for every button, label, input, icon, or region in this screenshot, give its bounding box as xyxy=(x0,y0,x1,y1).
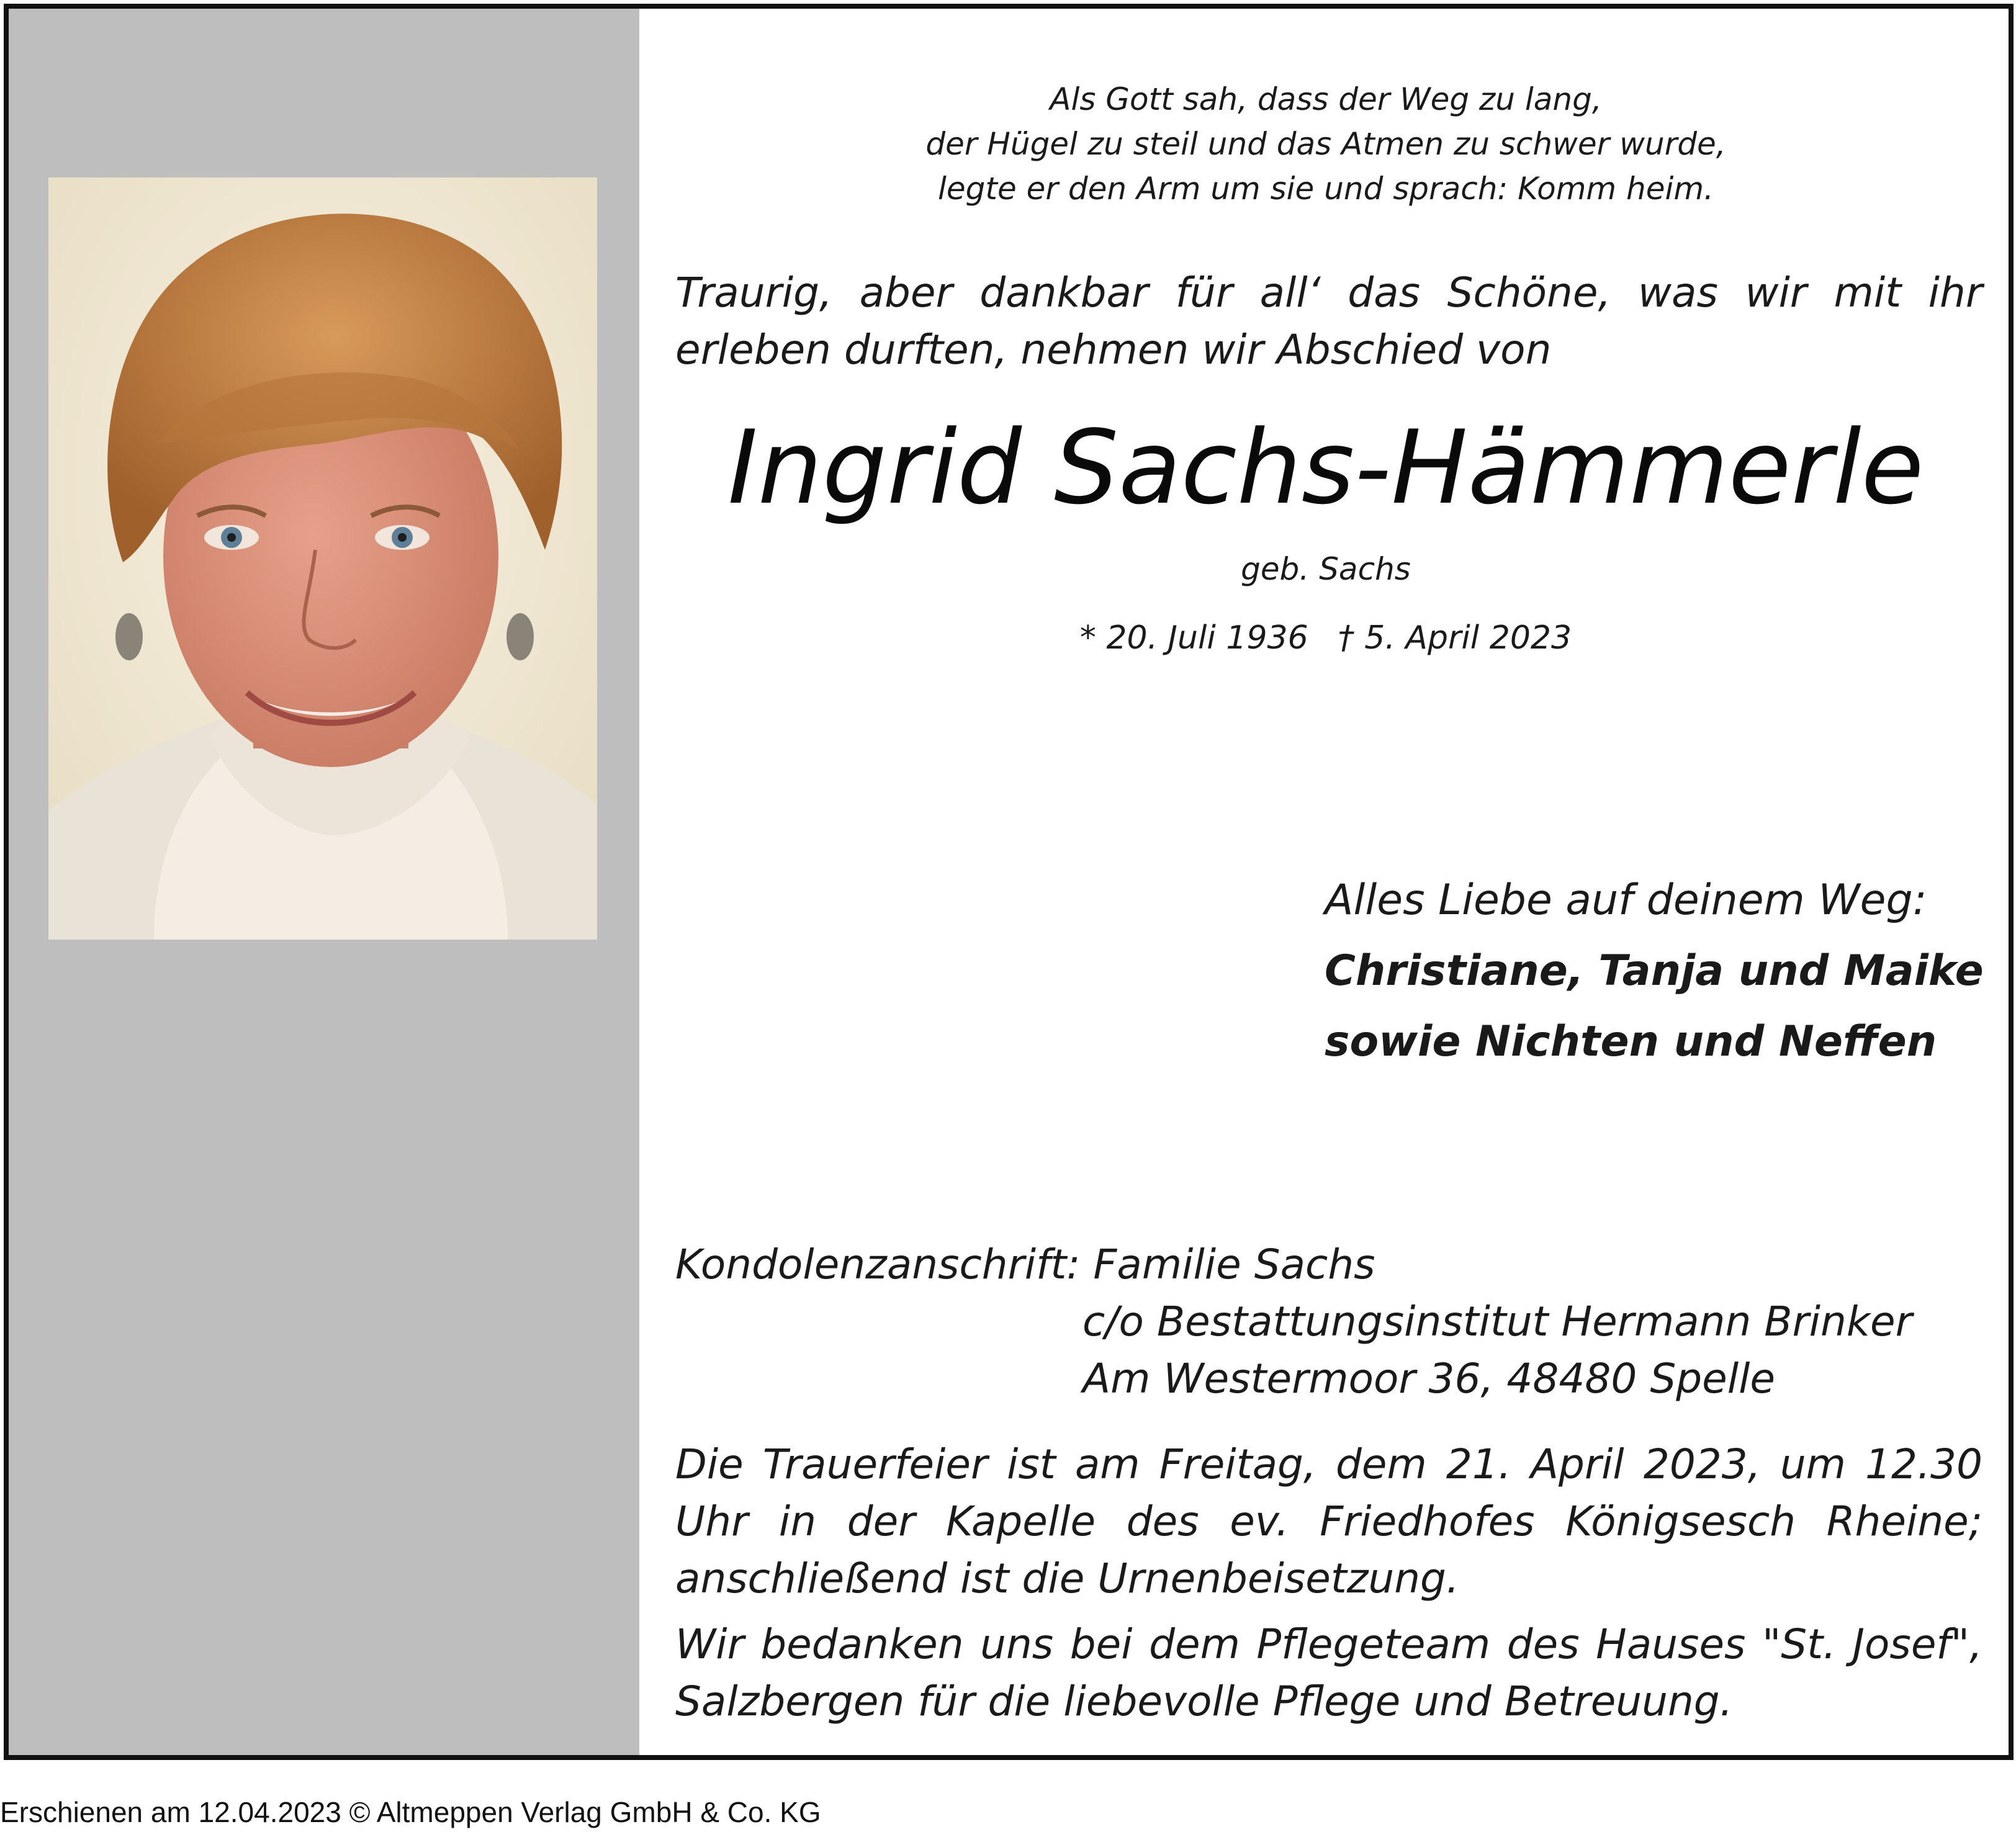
family-names: Christiane, Tanja und Maike xyxy=(1325,946,1984,995)
memorial-verse xyxy=(669,77,1982,211)
life-dates xyxy=(669,616,1982,660)
condolence-address xyxy=(675,1236,1982,1408)
obituary-card xyxy=(4,4,2014,1760)
portrait-photo xyxy=(48,177,597,940)
gray-sidebar xyxy=(9,9,639,1755)
service-details: Die Trauerfeier ist am Freitag, dem 21. April 2023, um 12.30 Uhr in der Kapelle des ev. Friedhofes Königsesch Rheine; anschließend ist die Urnenbeisetzung. xyxy=(675,1440,1982,1602)
thanks-note: Wir bedanken uns bei dem Pflegeteam des Hauses "St. Josef", Salzbergen für die liebevolle Pflege und Betreuung. xyxy=(675,1620,1982,1725)
family-greeting: Alles Liebe auf deinem Weg: xyxy=(1325,876,1927,925)
death-date: † 5. April 2023 xyxy=(1338,619,1572,657)
verse-line: Als Gott sah, dass der Weg zu lang, xyxy=(1050,81,1602,117)
condolence-line: Kondolenzanschrift: Familie Sachs xyxy=(675,1241,1375,1288)
verse-line: der Hügel zu steil und das Atmen zu schwer wurde, xyxy=(925,126,1726,162)
intro-text: Traurig, aber dankbar für all‘ das Schöne, was wir mit ihr erleben durften, nehmen wir Abschied von xyxy=(675,269,1982,374)
deceased-name: Ingrid Sachs-Hämmerle xyxy=(727,408,1924,527)
condolence-line: c/o Bestattungsinstitut Hermann Brinker xyxy=(1082,1298,1912,1345)
publication-footer: Erschienen am 12.04.2023 © Altmeppen Verlag GmbH & Co. KG xyxy=(0,1796,821,1828)
birth-date: * 20. Juli 1936 xyxy=(1079,619,1308,657)
family-relatives: sowie Nichten und Neffen xyxy=(1325,1017,1937,1066)
family-signature xyxy=(1325,865,1982,1077)
condolence-line: Am Westermoor 36, 48480 Spelle xyxy=(1082,1355,1776,1403)
verse-line: legte er den Arm um sie und sprach: Komm heim. xyxy=(938,171,1714,207)
obituary-content xyxy=(669,9,1982,1755)
birth-name: geb. Sachs xyxy=(1241,551,1411,587)
